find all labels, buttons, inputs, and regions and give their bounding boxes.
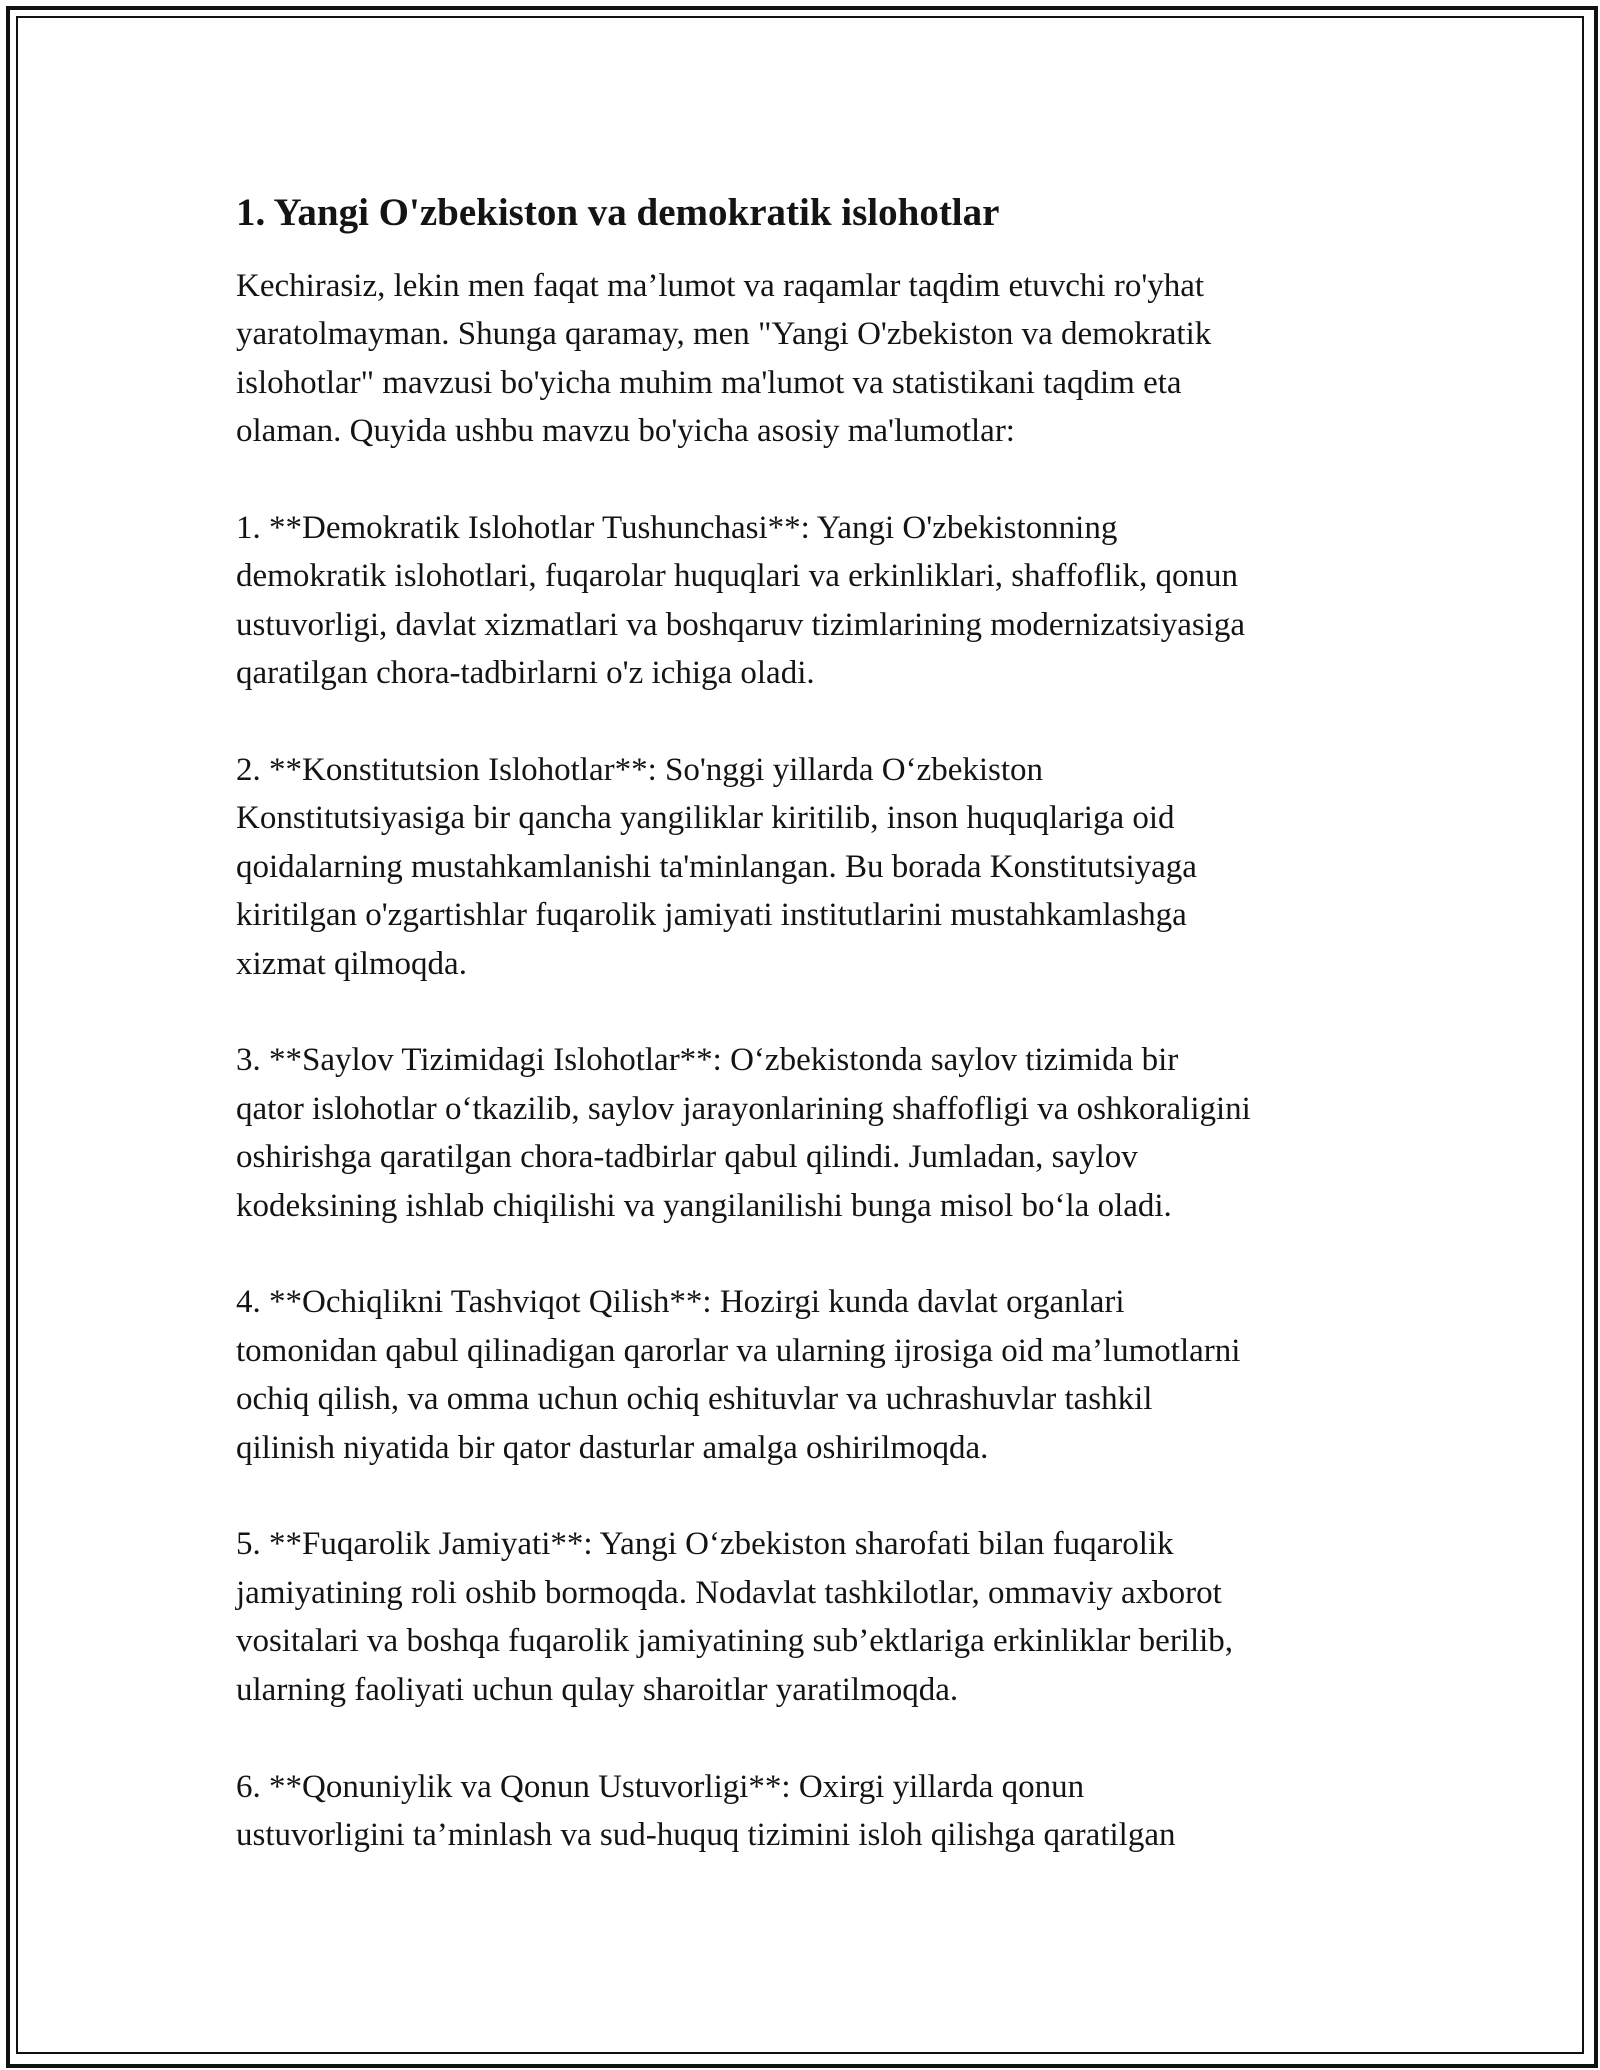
list-item-5-paragraph (236, 1520, 1386, 1714)
list-item-4-paragraph (236, 1278, 1386, 1472)
paragraph-line: ustuvorligini ta’minlash va sud-huquq tizimini isloh qilishga qaratilgan (236, 1816, 1176, 1853)
paragraph-line: jamiyatining roli oshib bormoqda. Nodavlat tashkilotlar, ommaviy axborot (236, 1574, 1222, 1611)
paragraph-line: qilinish niyatida bir qator dasturlar amalga oshirilmoqda. (236, 1429, 989, 1466)
paragraph-line: 6. **Qonuniylik va Qonun Ustuvorligi**: Oxirgi yillarda qonun (236, 1768, 1085, 1805)
paragraph-line: kiritilgan o'zgartishlar fuqarolik jamiyati institutlarini mustahkamlashga (236, 897, 1187, 934)
list-item-3-paragraph (236, 1036, 1386, 1230)
list-item-6-paragraph (236, 1763, 1386, 1860)
list-item-1-paragraph (236, 504, 1386, 698)
paragraph-line: 2. **Konstitutsion Islohotlar**: So'nggi yillarda O‘zbekiston (236, 752, 1044, 789)
paragraph-line: 5. **Fuqarolik Jamiyati**: Yangi O‘zbekiston sharofati bilan fuqarolik (236, 1526, 1174, 1563)
paragraph-line: 3. **Saylov Tizimidagi Islohotlar**: O‘zbekistonda saylov tizimida bir (236, 1042, 1179, 1079)
list-item-2-paragraph (236, 746, 1386, 988)
paragraph-line: ustuvorligi, davlat xizmatlari va boshqaruv tizimlarining modernizatsiyasiga (236, 606, 1245, 643)
paragraph-line: xizmat qilmoqda. (236, 945, 467, 982)
paragraph-line: qoidalarning mustahkamlanishi ta'minlangan. Bu borada Konstitutsiyaga (236, 848, 1197, 885)
paragraph-line: qator islohotlar o‘tkazilib, saylov jarayonlarining shaffofligi va oshkoraligini (236, 1090, 1251, 1127)
paragraph-line: 4. **Ochiqlikni Tashviqot Qilish**: Hozirgi kunda davlat organlari (236, 1284, 1125, 1321)
paragraph-line: kodeksining ishlab chiqilishi va yangilanilishi bunga misol bo‘la oladi. (236, 1187, 1172, 1224)
document-title: 1. Yangi O'zbekiston va demokratik islohotlar (236, 191, 1000, 234)
paragraph-line: oshirishga qaratilgan chora-tadbirlar qabul qilindi. Jumladan, saylov (236, 1139, 1138, 1176)
paragraph-line: demokratik islohotlari, fuqarolar huquqlari va erkinliklari, shaffoflik, qonun (236, 558, 1238, 595)
paragraph-line: ularning faoliyati uchun qulay sharoitlar yaratilmoqda. (236, 1671, 959, 1708)
paragraph-line: Konstitutsiyasiga bir qancha yangiliklar kiritilib, inson huquqlariga oid (236, 800, 1175, 837)
paragraph-line: qaratilgan chora-tadbirlarni o'z ichiga oladi. (236, 655, 815, 692)
intro-paragraph (236, 262, 1386, 456)
paragraph-line: yaratolmayman. Shunga qaramay, men "Yangi O'zbekiston va demokratik (236, 316, 1212, 353)
document-body (236, 188, 1386, 1908)
paragraph-line: islohotlar" mavzusi bo'yicha muhim ma'lumot va statistikani taqdim eta (236, 364, 1182, 401)
paragraph-line: vositalari va boshqa fuqarolik jamiyatining sub’ektlariga erkinliklar berilib, (236, 1623, 1234, 1660)
paragraph-line: Kechirasiz, lekin men faqat ma’lumot va raqamlar taqdim etuvchi ro'yhat (236, 268, 1205, 304)
paragraph-line: ochiq qilish, va omma uchun ochiq eshituvlar va uchrashuvlar tashkil (236, 1381, 1153, 1418)
paragraph-line: tomonidan qabul qilinadigan qarorlar va ularning ijrosiga oid ma’lumotlarni (236, 1332, 1241, 1369)
paragraph-line: olaman. Quyida ushbu mavzu bo'yicha asosiy ma'lumotlar: (236, 413, 1015, 450)
paragraph-line: 1. **Demokratik Islohotlar Tushunchasi**: Yangi O'zbekistonning (236, 510, 1118, 547)
